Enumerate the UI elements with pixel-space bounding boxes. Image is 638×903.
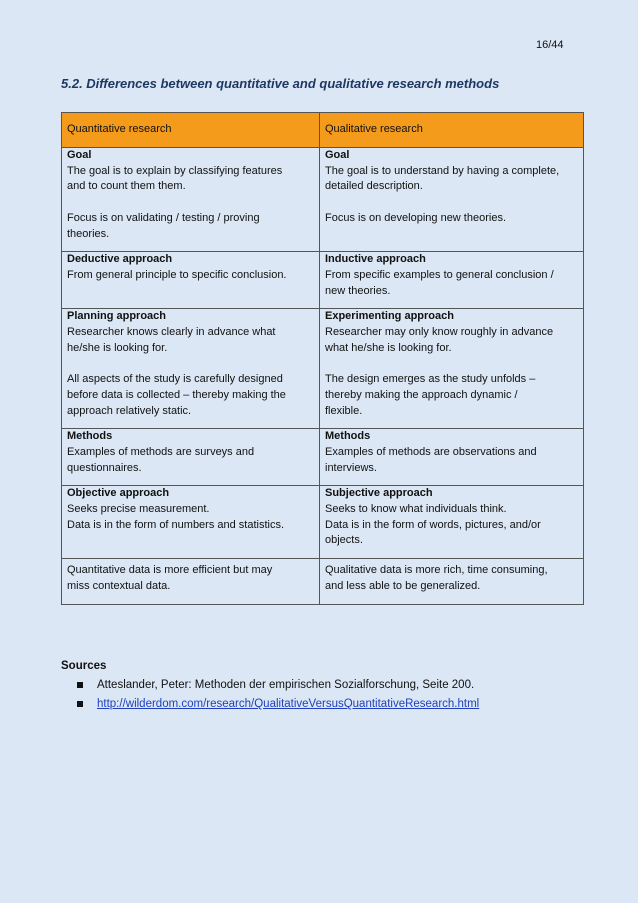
cell-body: Seeks to know what individuals think. Data is in the form of words, pictures, and/or objects. <box>325 503 541 547</box>
comparison-table <box>61 112 584 605</box>
table-row <box>62 148 584 252</box>
cell-title: Deductive approach <box>67 253 173 266</box>
sources-list <box>61 676 479 714</box>
table-cell <box>62 486 320 559</box>
table-row <box>62 252 584 309</box>
table-cell <box>320 148 584 252</box>
table-row <box>62 309 584 429</box>
cell-body: Qualitative data is more rich, time consuming, and less able to be generalized. <box>325 564 548 592</box>
cell-body: From specific examples to general conclusion / new theories. <box>325 268 554 297</box>
table-row <box>62 486 584 559</box>
table-cell <box>320 559 584 604</box>
table-cell <box>320 429 584 486</box>
source-link[interactable]: http://wilderdom.com/research/QualitativeVersusQuantitativeResearch.html <box>97 698 480 710</box>
cell-body: From general principle to specific conclusion. <box>67 268 287 281</box>
cell-body: Researcher may only know roughly in advance what he/she is looking for. The design emerges as the study unfolds – thereby making the approach dynamic / flexible. <box>325 326 554 417</box>
table-cell <box>62 252 320 309</box>
page-number: 16/44 <box>536 39 564 51</box>
table-cell <box>320 252 584 309</box>
cell-title: Goal <box>67 149 92 161</box>
cell-body: The goal is to explain by classifying features and to count them them. Focus is on validating / testing / proving theories. <box>67 164 283 240</box>
cell-title: Subjective approach <box>325 487 433 500</box>
table-cell <box>320 486 584 559</box>
list-item <box>77 695 479 714</box>
cell-title: Planning approach <box>67 310 167 323</box>
header-qualitative: Qualitative research <box>320 113 584 148</box>
cell-body: Seeks precise measurement. Data is in the form of numbers and statistics. <box>67 503 285 531</box>
source-citation: Atteslander, Peter: Methoden der empirischen Sozialforschung, Seite 200. <box>97 679 475 691</box>
table-cell <box>62 429 320 486</box>
cell-title: Experimenting approach <box>325 310 454 323</box>
table-header-row <box>62 113 584 148</box>
header-quantitative: Quantitative research <box>62 113 320 148</box>
cell-title: Inductive approach <box>325 253 426 266</box>
table-cell <box>62 309 320 429</box>
cell-body: Examples of methods are observations and interviews. <box>325 445 537 474</box>
cell-body: Researcher knows clearly in advance what he/she is looking for. All aspects of the study is carefully designed before data is collected – thereby making the approach relatively static. <box>67 326 286 417</box>
cell-title: Objective approach <box>67 487 170 500</box>
table-row <box>62 559 584 604</box>
square-bullet-icon <box>77 682 83 688</box>
table-row <box>62 429 584 486</box>
table-cell <box>62 559 320 604</box>
square-bullet-icon <box>77 701 83 707</box>
sources-title: Sources <box>61 660 107 672</box>
cell-body: The goal is to understand by having a complete, detailed description. Focus is on developing new theories. <box>325 164 560 224</box>
cell-body: Quantitative data is more efficient but may miss contextual data. <box>67 564 273 592</box>
sources-section <box>61 657 479 714</box>
cell-title: Methods <box>325 430 371 443</box>
section-heading: 5.2. Differences between quantitative and qualitative research methods <box>61 76 500 91</box>
table-cell <box>320 309 584 429</box>
cell-title: Goal <box>325 149 350 161</box>
cell-title: Methods <box>67 430 113 443</box>
list-item <box>77 676 479 695</box>
table-cell <box>62 148 320 252</box>
cell-body: Examples of methods are surveys and questionnaires. <box>67 445 255 474</box>
